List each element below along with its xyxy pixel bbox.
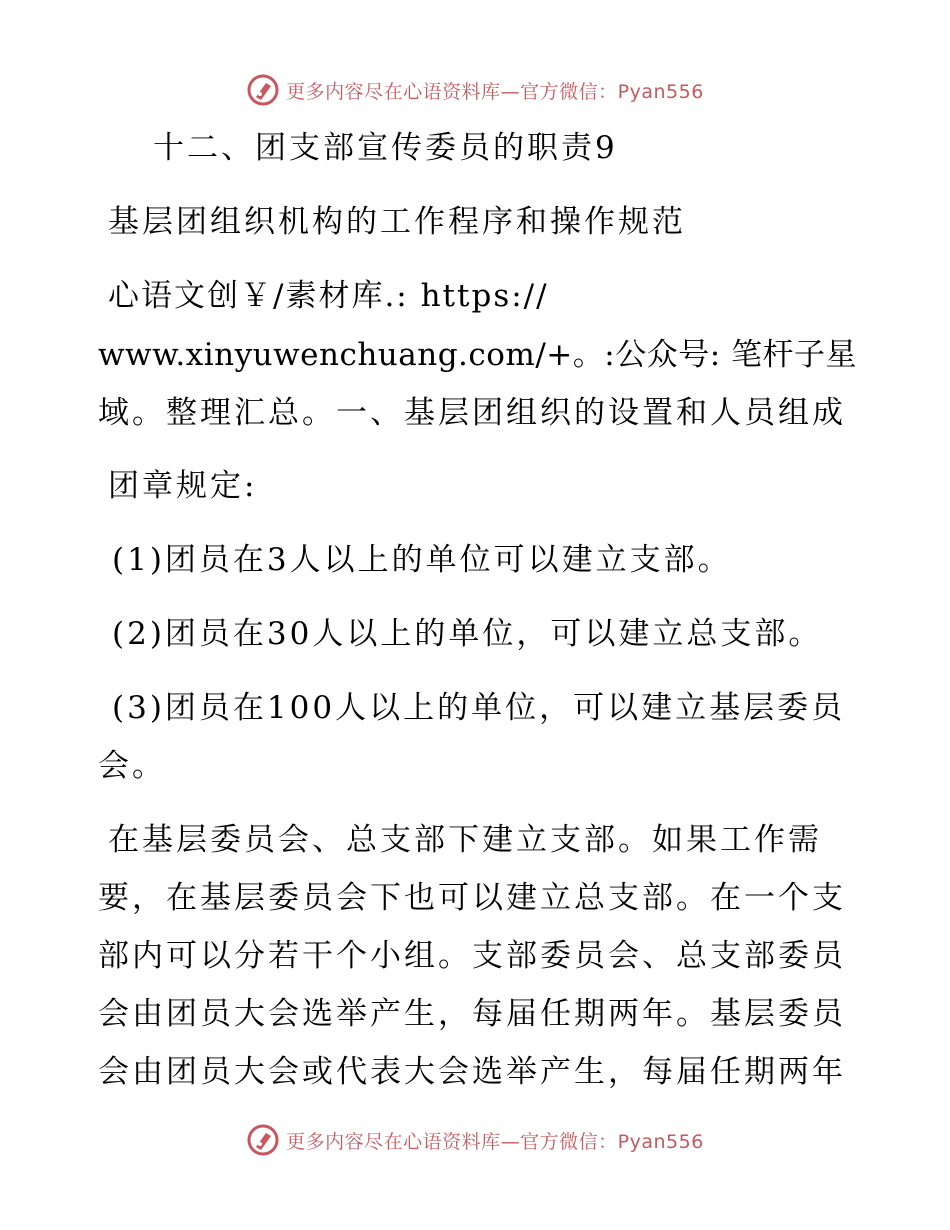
watermark-text: 更多内容尽在心语资料库—官方微信：Pyan556 (286, 80, 704, 103)
text-line: 域。整理汇总。一、基层团组织的设置和人员组成 (98, 395, 846, 431)
paragraph-line: 会由团员大会或代表大会选举产生，每届任期两年 (98, 1054, 846, 1090)
list-item: (3)团员在100人以上的单位，可以建立基层委员 (112, 690, 846, 726)
watermark-text: 更多内容尽在心语资料库—官方微信：Pyan556 (286, 1130, 704, 1153)
pen-nib-seal-icon (246, 1123, 280, 1157)
watermark-banner-bottom (0, 1120, 950, 1160)
text-line: 心语文创￥/素材库.: https:// (108, 278, 549, 314)
text-line: 团章规定: (108, 468, 258, 504)
paragraph-line: 部内可以分若干个小组。支部委员会、总支部委员 (98, 938, 846, 974)
paragraph-line: 要，在基层委员会下也可以建立总支部。在一个支 (98, 880, 846, 916)
subheading-line: 基层团组织机构的工作程序和操作规范 (108, 204, 686, 240)
text-line: www.xinyuwenchuang.com/+。:公众号: 笔杆子星 (98, 337, 857, 373)
list-item: (2)团员在30人以上的单位，可以建立总支部。 (112, 616, 823, 652)
paragraph-line: 会由团员大会选举产生，每届任期两年。基层委员 (98, 996, 846, 1032)
text-line: 会。 (98, 748, 166, 784)
heading-line: 十二、团支部宣传委员的职责9 (153, 130, 618, 166)
list-item: (1)团员在3人以上的单位可以建立支部。 (112, 542, 732, 578)
paragraph-line: 在基层委员会、总支部下建立支部。如果工作需 (108, 822, 822, 858)
